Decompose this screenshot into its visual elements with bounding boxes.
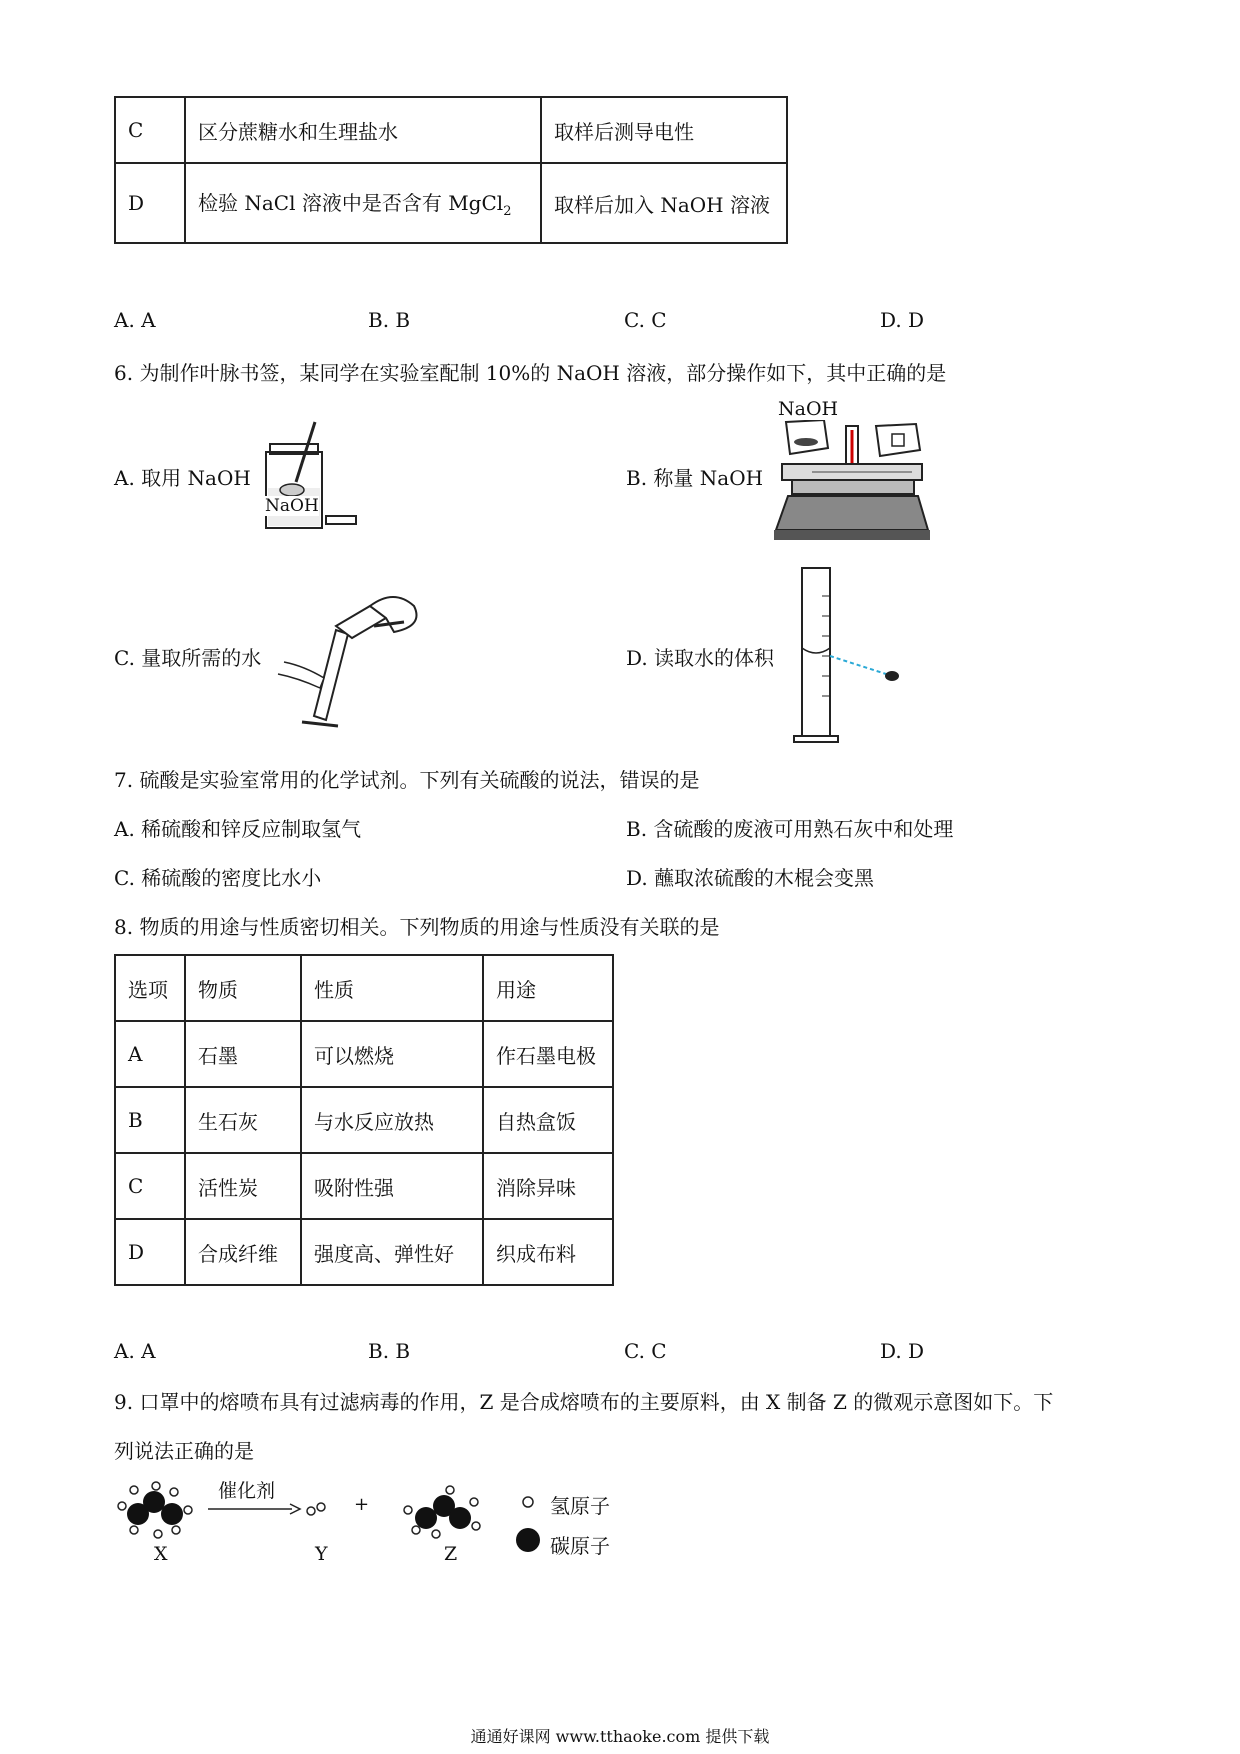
q6-figure-b [772, 420, 932, 544]
q7-option-b: B. 含硫酸的废液可用熟石灰中和处理 [626, 817, 954, 841]
q6-stem: 6. 为制作叶脉书签，某同学在实验室配制 10%的 NaOH 溶液，部分操作如下，其中正确的是 [114, 361, 947, 385]
q9-molecule-z [400, 1484, 484, 1540]
table-cell: 与水反应放热 [301, 1087, 483, 1153]
q6-option-c: C. 量取所需的水 [114, 646, 262, 670]
table-cell: 作石墨电极 [483, 1021, 613, 1087]
q9-stem-line2: 列说法正确的是 [114, 1439, 254, 1463]
q8-header-option: 选项 [115, 955, 185, 1021]
q6-jar-label: NaOH [265, 496, 319, 516]
q6-option-d: D. 读取水的体积 [626, 646, 775, 670]
q9-label-y: Y [315, 1543, 328, 1565]
table-cell: 活性炭 [185, 1153, 301, 1219]
q9-catalyst-label: 催化剂 [218, 1480, 276, 1502]
q5-option-c: C. C [624, 308, 667, 332]
table1-row-d-purpose [185, 163, 541, 243]
table1-row-c-method: 取样后测导电性 [541, 97, 787, 163]
q6-figure-c [274, 566, 434, 736]
table-cell: 生石灰 [185, 1087, 301, 1153]
q5-table [114, 96, 788, 244]
q9-legend-hydrogen: 氢原子 [550, 1494, 610, 1518]
q8-option-a: A. A [114, 1339, 156, 1363]
table1-row-d-method: 取样后加入 NaOH 溶液 [541, 163, 787, 243]
q7-option-c: C. 稀硫酸的密度比水小 [114, 866, 322, 890]
q9-reaction-arrow [206, 1502, 302, 1516]
q8-header-property: 性质 [301, 955, 483, 1021]
q9-label-z: Z [444, 1543, 458, 1565]
q9-molecule-x [114, 1480, 198, 1540]
table-cell: A [115, 1021, 185, 1087]
q8-header-substance: 物质 [185, 955, 301, 1021]
q8-stem: 8. 物质的用途与性质密切相关。下列物质的用途与性质没有关联的是 [114, 915, 720, 939]
q8-option-b: B. B [368, 1339, 411, 1363]
q7-stem: 7. 硫酸是实验室常用的化学试剂。下列有关硫酸的说法，错误的是 [114, 768, 700, 792]
q9-molecule-y [304, 1500, 330, 1518]
q8-header-use: 用途 [483, 955, 613, 1021]
q8-table [114, 954, 614, 1286]
table-cell: 织成布料 [483, 1219, 613, 1285]
table1-row-c-opt: C [115, 97, 185, 163]
q9-legend-carbon: 碳原子 [550, 1534, 610, 1558]
table-cell: 石墨 [185, 1021, 301, 1087]
q6-option-b: B. 称量 NaOH [626, 466, 764, 490]
table1-row-d-opt: D [115, 163, 185, 243]
q5-option-d: D. D [880, 308, 925, 332]
table-cell: 可以燃烧 [301, 1021, 483, 1087]
table-cell: 合成纤维 [185, 1219, 301, 1285]
q5-option-b: B. B [368, 308, 411, 332]
q7-option-a: A. 稀硫酸和锌反应制取氢气 [114, 817, 362, 841]
table-cell: 吸附性强 [301, 1153, 483, 1219]
table1-row-c-purpose: 区分蔗糖水和生理盐水 [185, 97, 541, 163]
page-footer: 通通好课网 www.tthaoke.com 提供下载 [470, 1727, 770, 1746]
table-cell: 自热盒饭 [483, 1087, 613, 1153]
table1-row-d-purpose-sub: 2 [503, 204, 512, 219]
q9-label-x: X [154, 1543, 168, 1565]
q7-option-d: D. 蘸取浓硫酸的木棍会变黑 [626, 866, 875, 890]
table-cell: D [115, 1219, 185, 1285]
q5-option-a: A. A [114, 308, 156, 332]
q8-option-c: C. C [624, 1339, 667, 1363]
table-cell: 消除异味 [483, 1153, 613, 1219]
q9-legend-hydrogen-icon [520, 1494, 536, 1510]
table1-row-d-purpose-text: 检验 NaCl 溶液中是否含有 MgCl [198, 191, 504, 215]
q9-stem-line1: 9. 口罩中的熔喷布具有过滤病毒的作用，Z 是合成熔喷布的主要原料，由 X 制备 Z 的微观示意图如下。下 [114, 1390, 1054, 1414]
q6-option-a: A. 取用 NaOH [114, 466, 251, 490]
table-cell: B [115, 1087, 185, 1153]
q9-plus-sign: + [354, 1494, 370, 1515]
q8-option-d: D. D [880, 1339, 925, 1363]
table-cell: C [115, 1153, 185, 1219]
table-cell: 强度高、弹性好 [301, 1219, 483, 1285]
q9-legend-carbon-icon [514, 1526, 542, 1554]
q6-balance-label: NaOH [778, 398, 839, 420]
q6-figure-d [792, 566, 912, 746]
